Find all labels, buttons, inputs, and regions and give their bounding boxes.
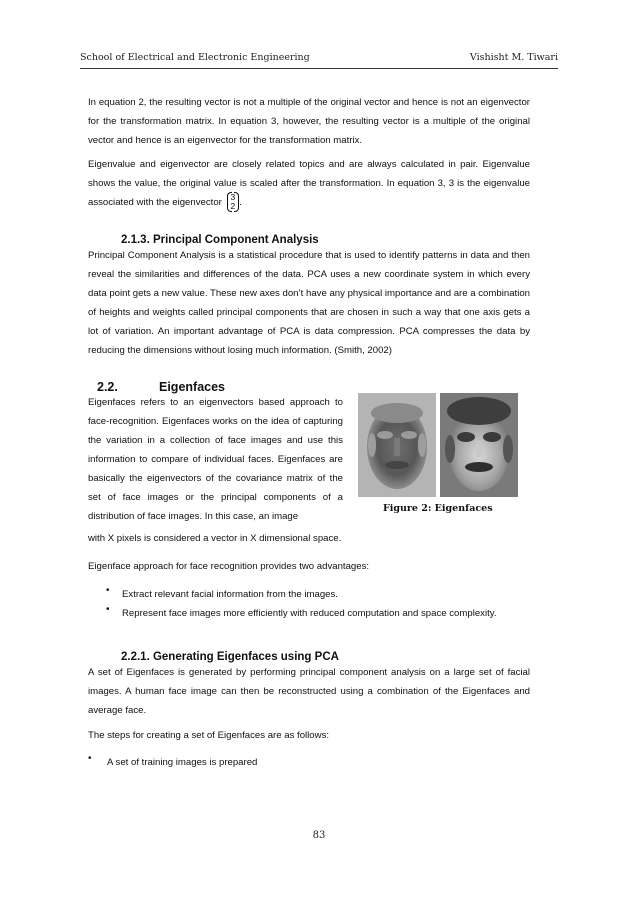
paragraph-eigenfaces-tail xyxy=(88,529,530,548)
bullet-marker: • xyxy=(106,585,110,596)
paragraph-text: In equation 2, the resulting vector is not a multiple of the original vector and hence is not an eigenvector for the transformation matrix. In equation 3, however, the resulting vector is a multiple of the original vector and hence is an eigenvector for the transformation matrix. xyxy=(88,97,530,146)
header-rule xyxy=(80,68,558,69)
list-item xyxy=(106,585,530,604)
vector-top-entry: 3 xyxy=(230,192,236,203)
paragraph-text: Eigenvalue and eigenvector are closely related topics and are always calculated in pair. Eigenvalue shows the value, the original value is scaled after the transformation. In equation 3, 3 is the eigenvalue associated with the eigenvector xyxy=(88,159,530,208)
paragraph-eigenvector-equations xyxy=(88,93,530,150)
paragraph-end-punct: . xyxy=(239,197,242,208)
paragraph-eigenvalue xyxy=(88,155,530,212)
advantages-list xyxy=(106,585,530,623)
vector-bottom-entry: 2 xyxy=(230,201,236,212)
paragraph-eigenfaces xyxy=(88,393,343,526)
header-author: Vishisht M. Tiwari xyxy=(469,52,558,63)
paragraph-text: A set of Eigenfaces is generated by performing principal component analysis on a large set of facial images. A human face image can then be reconstructed using a combination of the Eigenfaces and average face. xyxy=(88,667,530,716)
paragraph-generating xyxy=(88,663,530,720)
steps-list xyxy=(88,753,530,772)
running-header xyxy=(80,52,558,66)
bullet-marker: • xyxy=(88,753,92,764)
eigenface-image-1 xyxy=(358,393,436,497)
list-item-text: Represent face images more efficiently with reduced computation and space complexity. xyxy=(122,608,497,619)
paragraph-pca xyxy=(88,246,530,360)
bullet-marker: • xyxy=(106,604,110,615)
paragraph-text: The steps for creating a set of Eigenfaces are as follows: xyxy=(88,730,330,741)
figure-caption: Figure 2: Eigenfaces xyxy=(383,503,493,514)
eigenfaces-figure xyxy=(358,393,518,497)
header-school: School of Electrical and Electronic Engineering xyxy=(80,52,310,63)
list-item xyxy=(88,753,530,772)
section-title: Eigenfaces xyxy=(159,380,226,394)
page-number: 83 xyxy=(312,830,326,841)
paragraph-text: Eigenface approach for face recognition provides two advantages: xyxy=(88,561,370,572)
list-item-text: Extract relevant facial information from the images. xyxy=(122,589,338,600)
paragraph-advantages-intro xyxy=(88,557,530,576)
paragraph-text: Principal Component Analysis is a statistical procedure that is used to identify patterns in data and then reveal the similarities and differences of the data. PCA uses a new coordinate system in which every data point gets a new value. These new axes don’t have any physical importance and are a combination of heights and weights called principal components that are chosen in such a way that one axis gets a lot of variation. An important advantage of PCA is data compression. PCA compresses the data by reducing the dimensions without losing much information. (Smith, 2002) xyxy=(88,250,530,356)
paragraph-text: with X pixels is considered a vector in X dimensional space. xyxy=(88,533,342,544)
paragraph-text: Eigenfaces refers to an eigenvectors based approach to face-recognition. Eigenfaces works on the idea of capturing the variation in a collection of face images and use this information to compare of individual faces. Eigenfaces are basically the eigenvectors of the covariance matrix of the set of face images or the principal components of a distribution of face images. In this case, an image xyxy=(88,397,343,522)
heading-principal-component-analysis: 2.1.3. Principal Component Analysis xyxy=(121,234,319,246)
list-item xyxy=(106,604,530,623)
paragraph-steps-intro xyxy=(88,726,530,745)
list-item-text: A set of training images is prepared xyxy=(107,757,258,768)
heading-generating-eigenfaces: 2.2.1. Generating Eigenfaces using PCA xyxy=(121,651,339,663)
eigenface-image-2 xyxy=(440,393,518,497)
section-number: 2.2. xyxy=(97,380,118,394)
eigenvector-column-vector xyxy=(227,193,240,211)
heading-eigenfaces xyxy=(97,380,225,394)
